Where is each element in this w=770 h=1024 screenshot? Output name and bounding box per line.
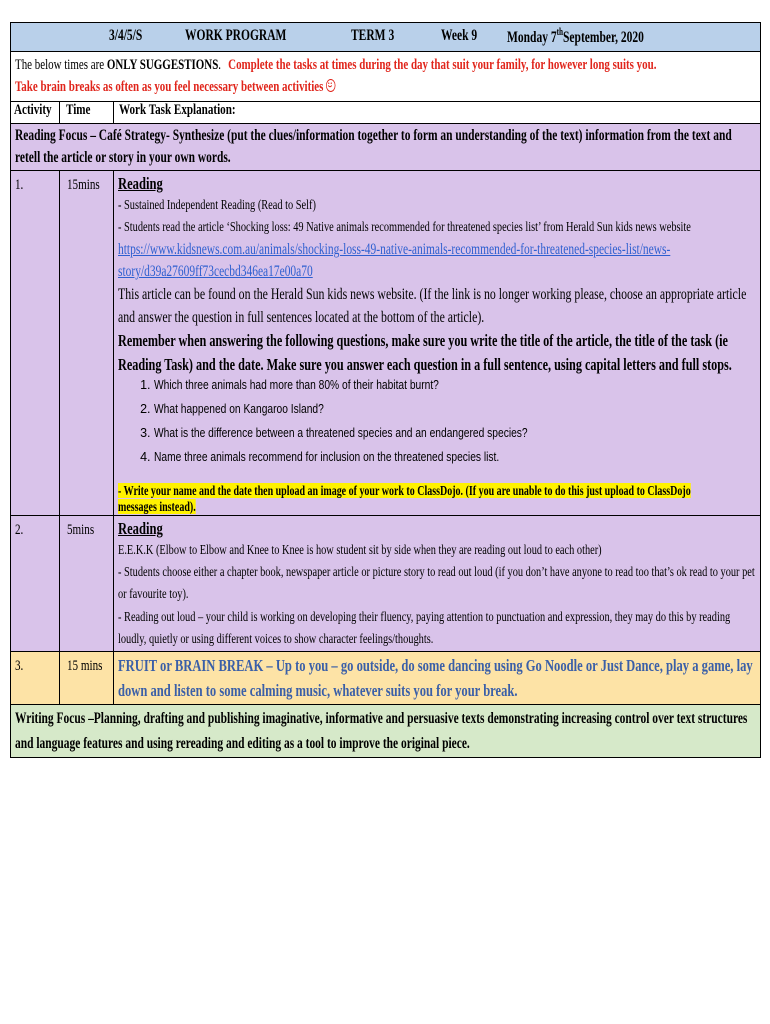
answer-instructions: Remember when answering the following questions, make sure you write the title of the article, the title of the task (ie Reading Task) and the date. Make sure you answer each question in a full sentence, using capital letters and full stops. [118,331,732,374]
activity-time: 15mins [67,177,100,193]
activity-number: 2. [15,522,24,538]
task-line: - Sustained Independent Reading (Read to Self) [118,198,316,213]
column-header-row [11,102,761,124]
article-link-continued[interactable]: story/d39a27609ff73cecbd346ea17e00a70 [118,263,313,280]
intro-lead: The below times are [15,57,107,73]
question-item: 4. Name three animals recommend for inclusion on the threatened species list. [154,445,756,469]
question-item: 1. Which three animals had more than 80% of their habitat burnt? [154,373,756,397]
task-line: - Reading out loud – your child is working on developing their fluency, paying attention to punctuation and expression, they may do this by reading loudly, quietly or using different voices to show character feelings/thoughts. [118,610,731,647]
reading-focus-row [11,124,761,171]
upload-instruction: - Write your name and the date then upload an image of your work to ClassDojo. (If you are unable to do this just upload to ClassDojo messages instead). [118,483,691,514]
intro-instruction: Complete the tasks at times during the day that suit your family, for however long suits you. [228,57,657,73]
week-label: Week 9 [441,27,478,45]
task-line: - Students read the article ‘Shocking loss: 49 Native animals recommended for threatened species list’ from Herald Sun kids news website [118,220,691,235]
smiley-icon [326,79,335,92]
work-program-table [10,22,761,758]
task-title: Reading [118,519,163,538]
intro-lead-bold: ONLY SUGGESTIONS [106,57,219,73]
question-item: 2. What happened on Kangaroo Island? [154,397,756,421]
activity-number: 1. [15,177,24,193]
task-line: E.E.K.K (Elbow to Elbow and Knee to Knee is how student sit by side when they are reading out loud to each other) [118,543,602,558]
column-activity: Activity [14,102,52,118]
writing-focus-row [11,705,761,758]
activity-number: 3. [15,658,24,674]
intro-brain-break: Take brain breaks as often as you feel necessary between activities [15,79,327,95]
activity-time: 15 mins [67,658,103,674]
date-label: Monday 7thSeptember, 2020 [507,27,644,46]
article-link[interactable]: https://www.kidsnews.com.au/animals/shocking-loss-49-native-animals-recommended-for-threatened-species-list/news- [118,241,671,258]
activity-time: 5mins [67,522,95,538]
header-row [11,23,761,52]
question-list [118,373,756,469]
column-task: Work Task Explanation: [119,102,236,118]
column-time: Time [66,102,91,118]
task-paragraph: This article can be found on the Herald Sun kids news website. (If the link is no longer working please, choose an appropriate article and answer the question in full sentences located at the bottom of the article). [118,286,747,326]
reading-focus-text: Reading Focus – Café Strategy- Synthesize (put the clues/information together to form an understanding of the text) information from the text and retell the article or story in your own words. [15,127,732,166]
task-line: - Students choose either a chapter book, newspaper article or picture story to read out loud (if you don’t have anyone to read too that’s ok read to your pet or favourite toy). [118,565,755,602]
task-title: Reading [118,174,163,193]
activity-row-3 [11,652,761,705]
work-program-document [10,22,760,758]
brain-break-text: FRUIT or BRAIN BREAK – Up to you – go outside, do some dancing using Go Noodle or Just Dance, play a game, lay down and listen to some calming music, whatever suits you for your break. [118,656,753,700]
program-title: WORK PROGRAM [185,27,287,45]
question-item: 3. What is the difference between a threatened species and an endangered species? [154,421,756,445]
term-label: TERM 3 [351,27,395,45]
intro-row: The below times are ONLY SUGGESTIONS. Complete the tasks at times during the day that suit your family, for however long suits you. Take brain breaks as often as you feel necessary between activities [11,52,761,102]
activity-row-2 [11,516,761,652]
writing-focus-text: Writing Focus –Planning, drafting and publishing imaginative, informative and persuasive texts demonstrating increasing control over text structures and language features and using rereading and editing as a tool to improve the original piece. [15,710,748,752]
year-group: 3/4/5/S [109,27,143,45]
activity-row-1 [11,171,761,516]
